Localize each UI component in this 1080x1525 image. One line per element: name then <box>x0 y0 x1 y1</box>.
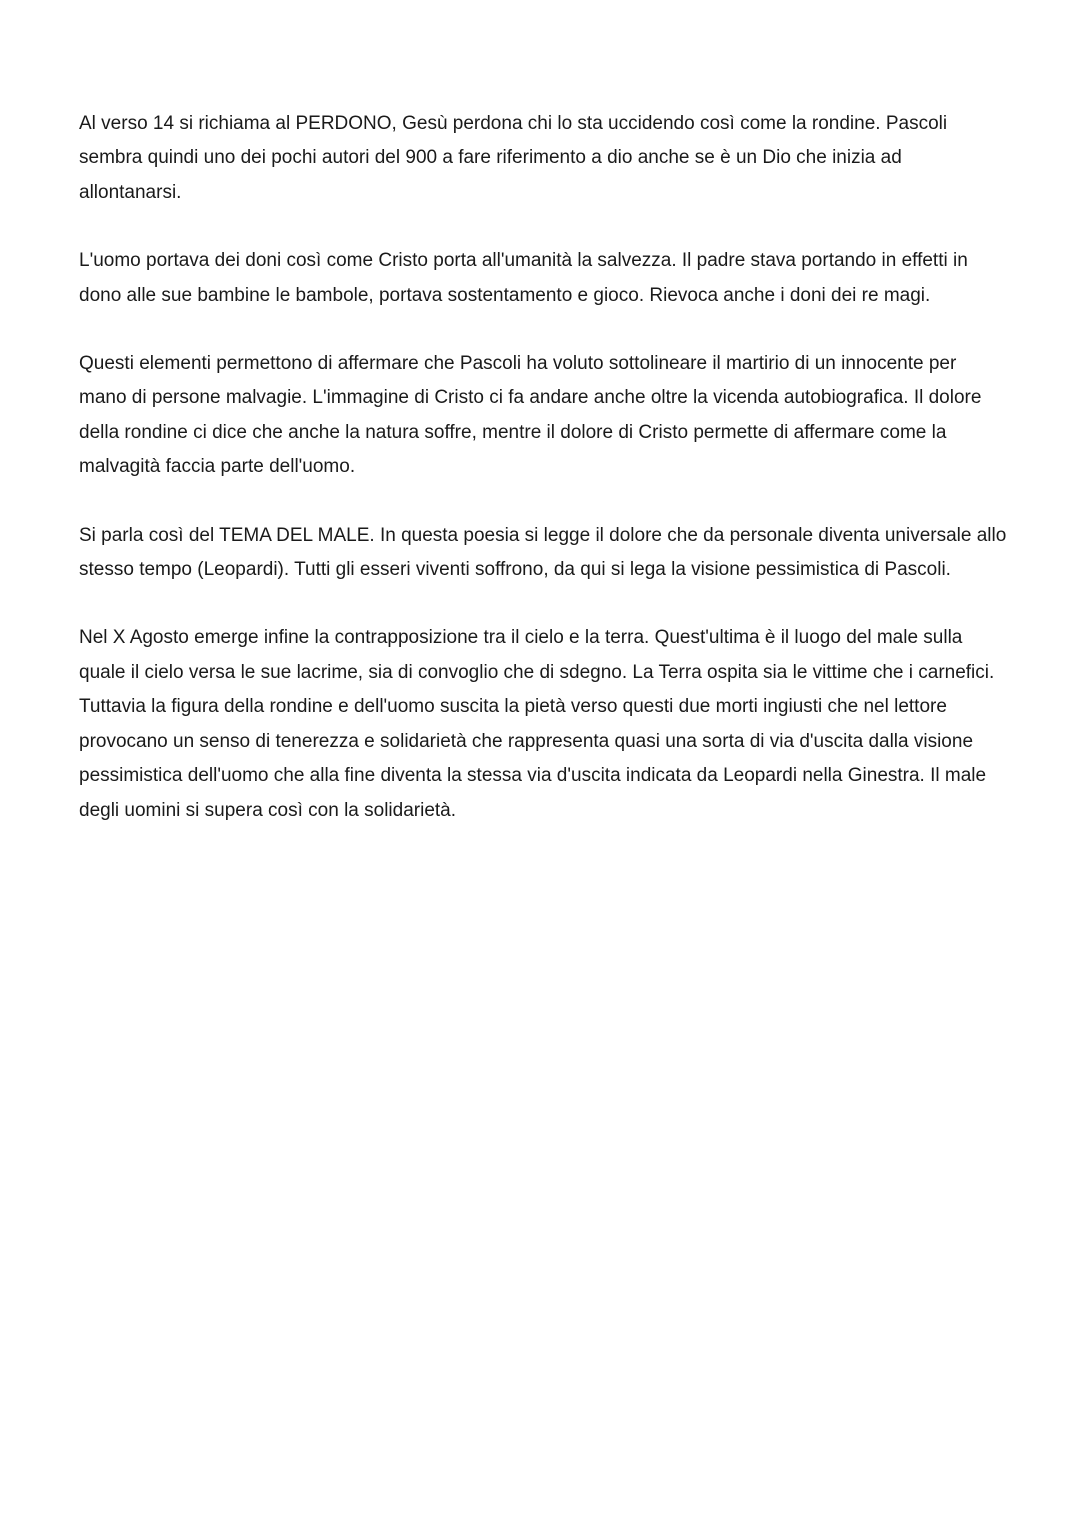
document-body <box>79 107 1009 862</box>
paragraph-tema-del-male: Si parla così del TEMA DEL MALE. In questa poesia si legge il dolore che da personale diventa universale allo stesso tempo (Leopardi). Tutti gli esseri viventi soffrono, da qui si lega la visione pessimistica di Pascoli. <box>79 524 1007 581</box>
paragraph-martirio: Questi elementi permettono di affermare che Pascoli ha voluto sottolineare il martirio di un innocente per mano di persone malvagie. L'immagine di Cristo ci fa andare anche oltre la vicenda autobiografica. Il dolore della rondine ci dice che anche la natura soffre, mentre il dolore di Cristo permette di affermare come la malvagità faccia parte dell'uomo. <box>79 353 982 478</box>
paragraph-cielo-terra: Nel X Agosto emerge infine la contrapposizione tra il cielo e la terra. Quest'ultima è il luogo del male sulla quale il cielo versa le sue lacrime, sia di convoglio che di sdegno. La Terra ospita sia le vittime che i carnefici. Tuttavia la figura della rondine e dell'uomo suscita la pietà verso questi due morti ingiusti che nel lettore provocano un senso di tenerezza e solidarietà che rappresenta quasi una sorta di via d'uscita dalla visione pessimistica dell'uomo che alla fine diventa la stessa via d'uscita indicata da Leopardi nella Ginestra. Il male degli uomini si supera così con la solidarietà. <box>79 627 995 821</box>
paragraph-perdono: Al verso 14 si richiama al PERDONO, Gesù perdona chi lo sta uccidendo così come la rondine. Pascoli sembra quindi uno dei pochi autori del 900 a fare riferimento a dio anche se è un Dio che inizia ad allontanarsi. <box>79 113 948 203</box>
paragraph-doni: L'uomo portava dei doni così come Cristo porta all'umanità la salvezza. Il padre stava portando in effetti in dono alle sue bambine le bambole, portava sostentamento e gioco. Rievoca anche i doni dei re magi. <box>79 250 968 306</box>
